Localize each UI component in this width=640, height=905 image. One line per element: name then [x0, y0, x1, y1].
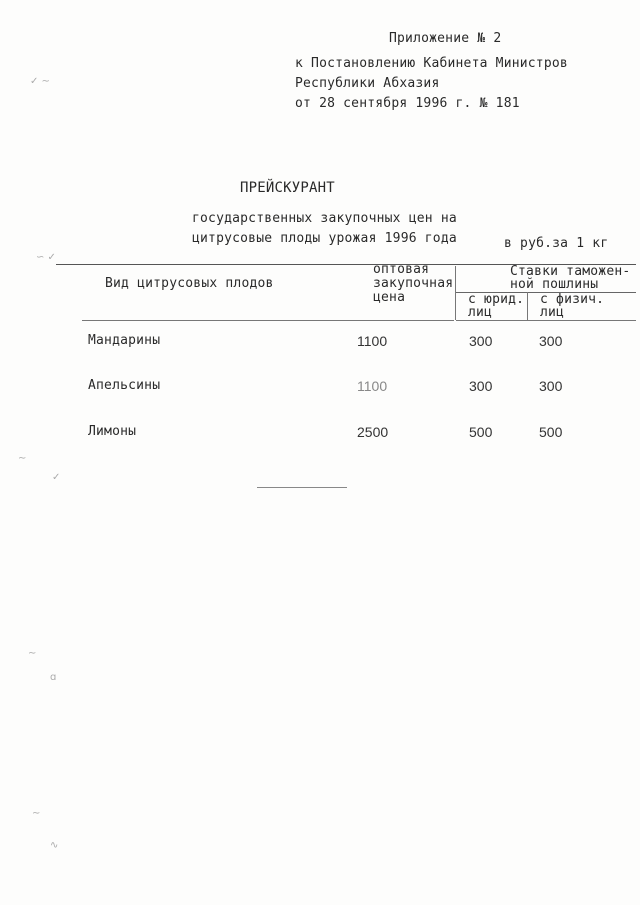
- unit-note: в руб.за 1 кг: [504, 236, 609, 251]
- fruit-name: Апельсины: [88, 378, 161, 393]
- fruit-name: Лимоны: [88, 424, 137, 439]
- column-header-fruit: Вид цитрусовых плодов: [105, 276, 274, 291]
- price-value: 1100: [357, 378, 388, 394]
- column-header-price: оптовая: [373, 262, 430, 277]
- column-header-price: цена: [373, 290, 406, 305]
- table-column-divider: [527, 292, 528, 320]
- margin-mark: ∼: [32, 808, 41, 819]
- document-subtitle-line2: цитрусовые плоды урожая 1996 года: [192, 231, 457, 246]
- ruling-reference-line3: от 28 сентября 1996 г. № 181: [295, 96, 520, 111]
- physical-duty-value: 500: [539, 424, 563, 440]
- margin-mark: ✓ ∼: [30, 76, 50, 87]
- column-header-price: закупочная: [373, 276, 454, 291]
- document-title: ПРЕЙСКУРАНТ: [240, 180, 335, 196]
- ruling-reference-line1: к Постановлению Кабинета Министров: [295, 56, 568, 71]
- legal-duty-value: 300: [469, 378, 493, 394]
- margin-mark: ∼: [18, 453, 27, 464]
- column-header-duty: Ставки таможен-: [510, 264, 631, 279]
- table-header-rule: [82, 320, 454, 321]
- margin-mark: ✓: [52, 472, 61, 483]
- margin-mark: ∿: [50, 840, 59, 851]
- price-value: 2500: [357, 424, 389, 440]
- margin-mark: ɑ: [50, 672, 57, 683]
- physical-duty-value: 300: [539, 378, 563, 394]
- column-header-duty: ной пошлины: [510, 277, 599, 292]
- table-header-rule: [456, 320, 636, 321]
- column-header-legal-entities: с юрид.: [468, 292, 525, 307]
- margin-mark: ∽ ✓: [36, 252, 56, 263]
- column-header-legal-entities: лиц: [468, 305, 493, 320]
- column-header-individuals: лиц: [540, 305, 565, 320]
- legal-duty-value: 500: [469, 424, 493, 440]
- document-subtitle-line1: государственных закупочных цен на: [192, 211, 457, 226]
- physical-duty-value: 300: [539, 333, 563, 349]
- legal-duty-value: 300: [469, 333, 493, 349]
- margin-mark: ∼: [28, 648, 37, 659]
- table-column-divider: [455, 266, 456, 320]
- ruling-reference-line2: Республики Абхазия: [295, 76, 440, 91]
- fruit-name: Мандарины: [88, 333, 161, 348]
- appendix-number: Приложение № 2: [389, 31, 502, 46]
- price-value: 1100: [357, 333, 388, 349]
- closing-line: [257, 487, 347, 488]
- column-header-individuals: с физич.: [540, 292, 605, 307]
